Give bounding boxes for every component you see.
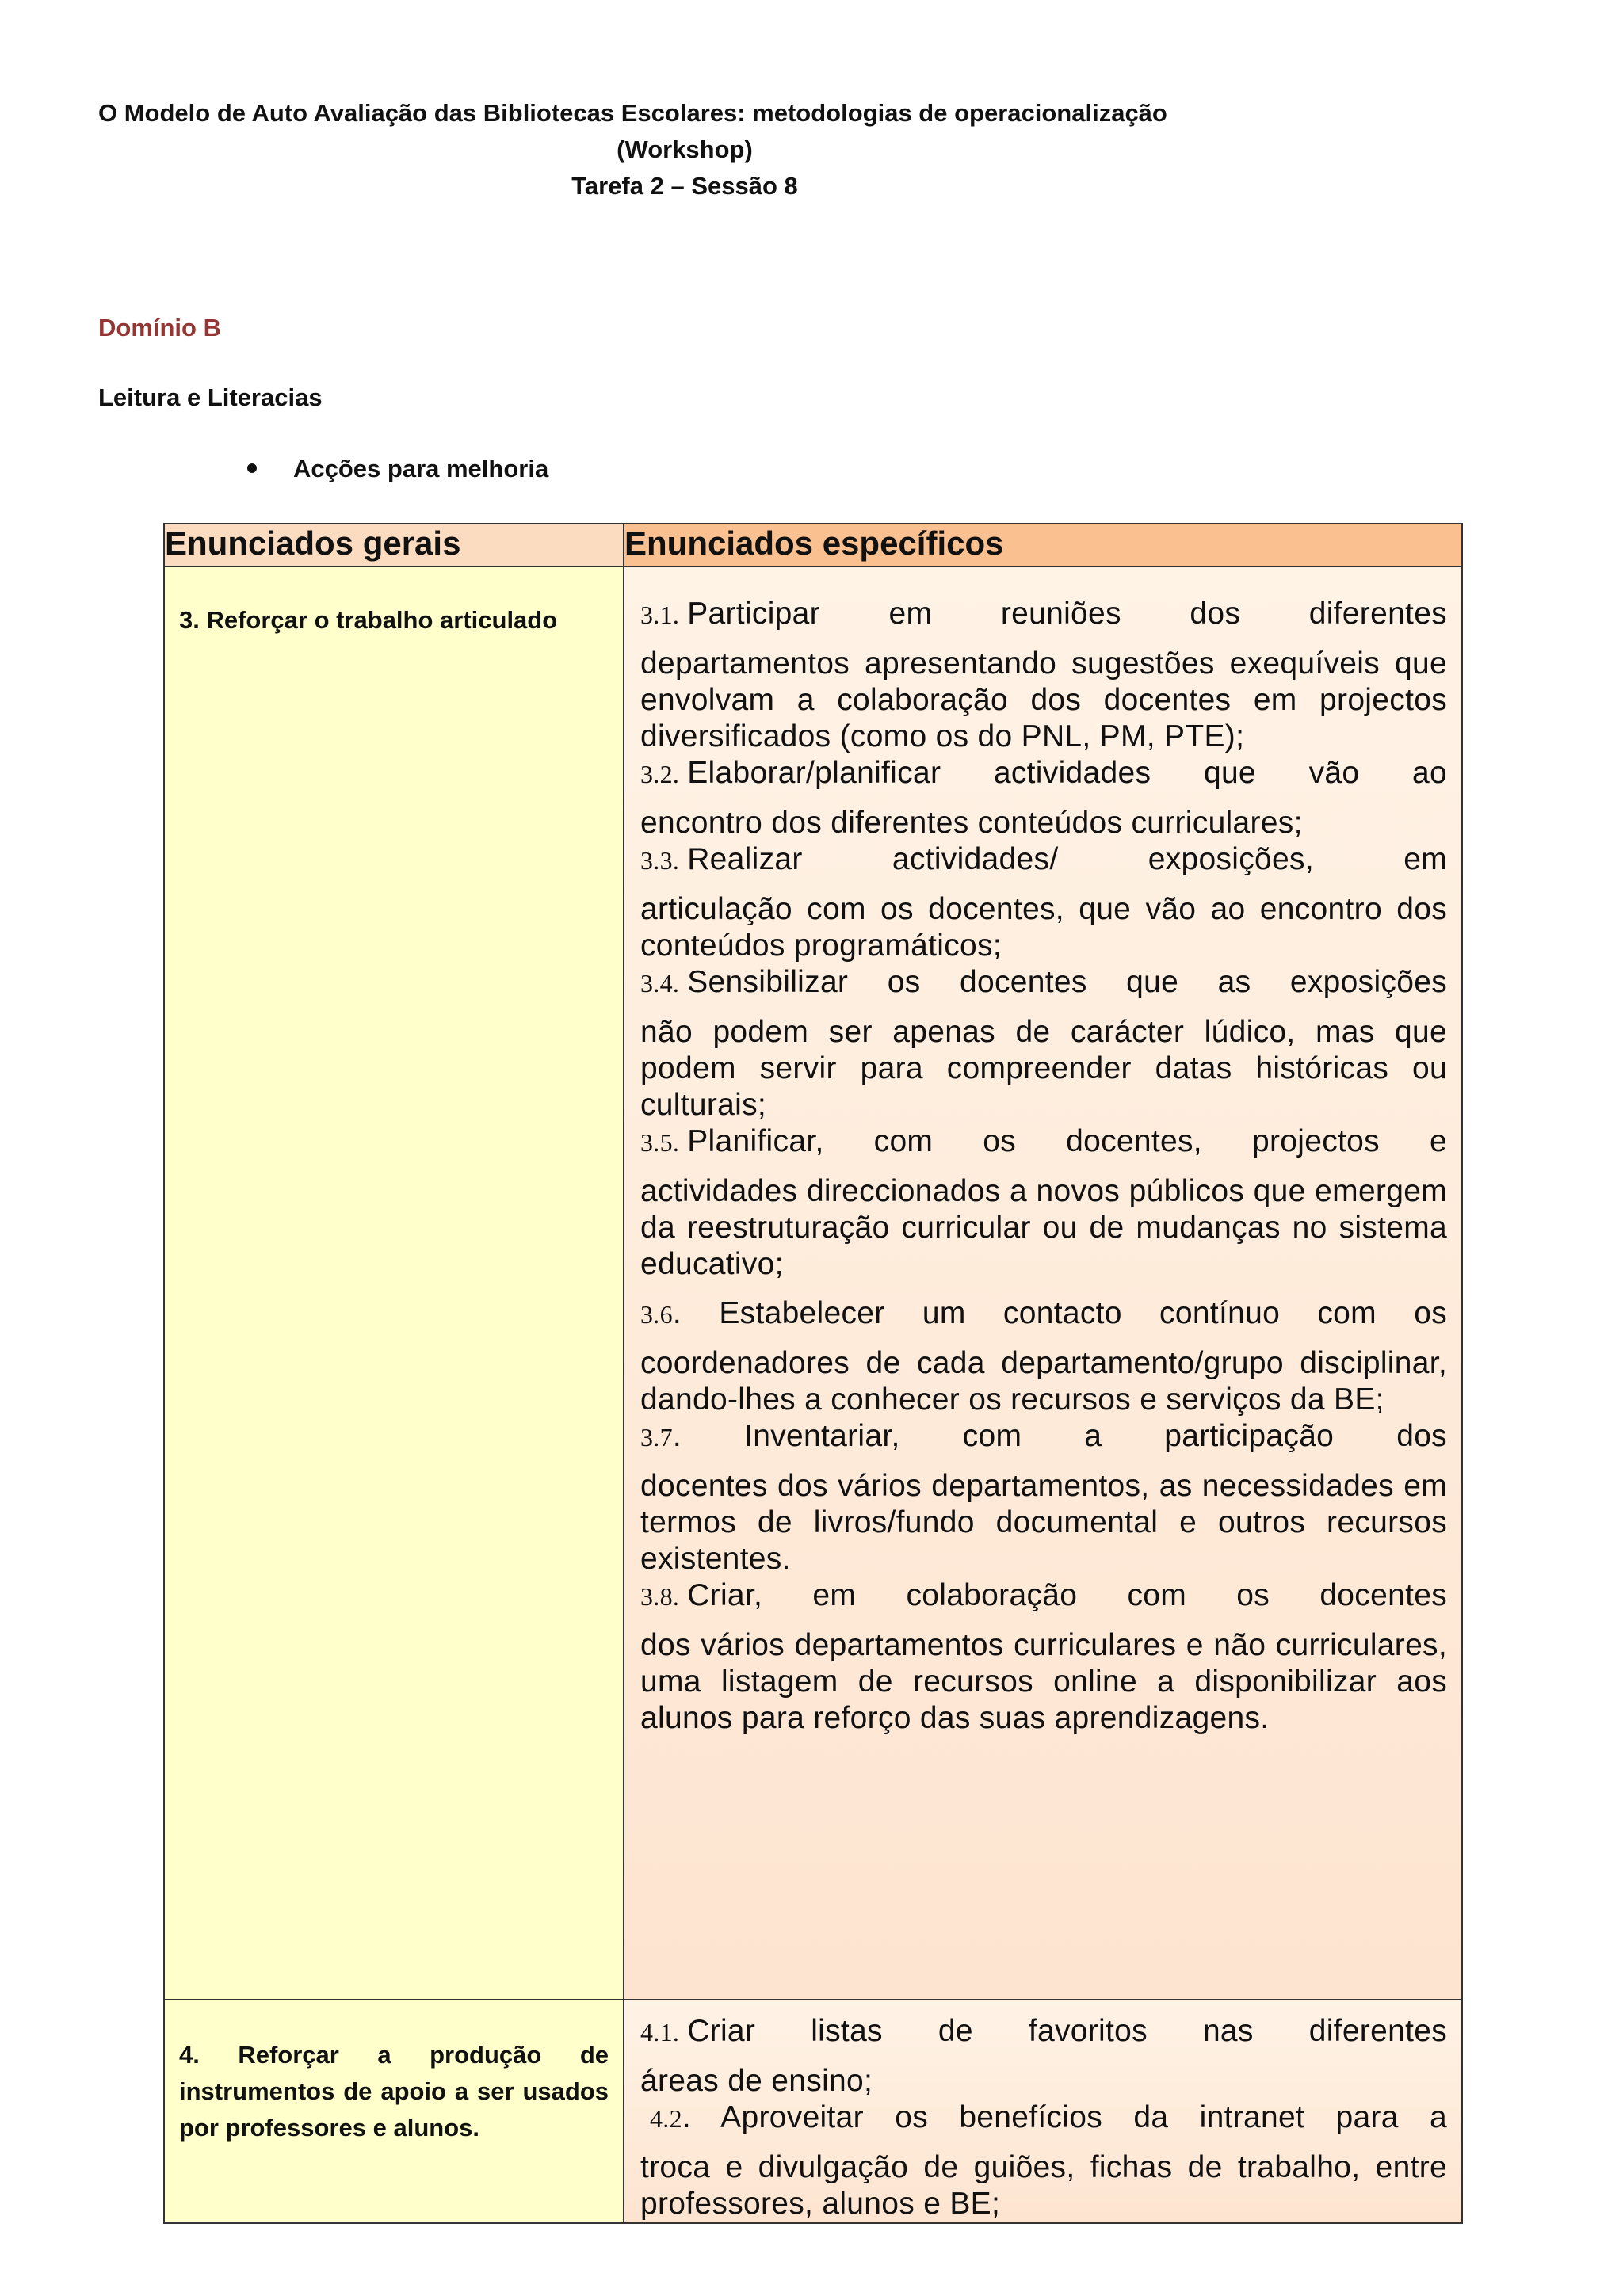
column-header-general: Enunciados gerais — [164, 524, 624, 566]
general-statement: 3. Reforçar o trabalho articulado — [179, 606, 558, 634]
list-item: 4.1. Criar listas de favoritos nas diferentes áreas de ensino; — [640, 2014, 1447, 2098]
domain-heading: Domínio B — [98, 314, 221, 341]
general-statement: 4. Reforçar a produção de instrumentos de apoio a ser usados por professores e alunos. — [179, 2041, 609, 2142]
list-item: 3.7. Inventariar, com a participação dos docentes dos vários departamentos, as necessidades em termos de livros/fundo documental e outros recursos existentes. — [640, 1419, 1447, 1576]
bullet-icon — [247, 463, 257, 473]
specific-list — [624, 2000, 1461, 2222]
section-subtitle: Leitura e Literacias — [98, 383, 323, 411]
list-item: 3.2. Elaborar/planificar actividades que vão ao encontro dos diferentes conteúdos curriculares; — [640, 756, 1447, 840]
list-item: 3.8. Criar, em colaboração com os docentes dos vários departamentos curriculares e não curriculares, uma listagem de recursos online a disponibilizar aos alunos para reforço das suas aprendizagens. — [640, 1578, 1447, 1735]
specific-cell — [624, 566, 1462, 2000]
document-header — [98, 95, 1271, 204]
bullet-text: Acções para melhoria — [293, 455, 549, 482]
bullet-item — [247, 455, 548, 483]
table-row — [164, 566, 1462, 2000]
list-item: 3.1. Participar em reuniões dos diferentes departamentos apresentando sugestões exequíveis que envolvam a colaboração dos docentes em projectos diversificados (como os do PNL, PM, PTE); — [640, 597, 1447, 753]
list-item: 3.5. Planificar, com os docentes, projectos e actividades direccionados a novos públicos que emergem da reestruturação curricular ou de mudanças no sistema educativo; — [640, 1124, 1447, 1281]
header-subtitle: (Workshop) — [617, 135, 753, 163]
list-item: 3.4. Sensibilizar os docentes que as exposições não podem ser apenas de carácter lúdico, mas que podem servir para compreender datas históricas ou culturais; — [640, 965, 1447, 1122]
specific-list — [624, 567, 1461, 1808]
list-item: 4.2. Aproveitar os benefícios da intranet para a troca e divulgação de guiões, fichas de trabalho, entre professores, alunos e BE; — [640, 2100, 1447, 2221]
header-task: Tarefa 2 – Sessão 8 — [571, 172, 798, 200]
specific-cell — [624, 2000, 1462, 2223]
general-cell — [164, 2000, 624, 2223]
general-cell — [164, 566, 624, 2000]
table-header-row — [164, 524, 1462, 566]
list-item: 3.3. Realizar actividades/ exposições, em articulação com os docentes, que vão ao encontro dos conteúdos programáticos; — [640, 842, 1447, 963]
column-header-specific: Enunciados específicos — [624, 524, 1462, 566]
table-row — [164, 2000, 1462, 2223]
list-item: 3.6. Estabelecer um contacto contínuo com os coordenadores de cada departamento/grupo disciplinar, dando-lhes a conhecer os recursos e serviços da BE; — [640, 1296, 1447, 1417]
actions-table — [163, 523, 1463, 2224]
header-title: O Modelo de Auto Avaliação das Bibliotecas Escolares: metodologias de operacionalização — [98, 99, 1167, 127]
